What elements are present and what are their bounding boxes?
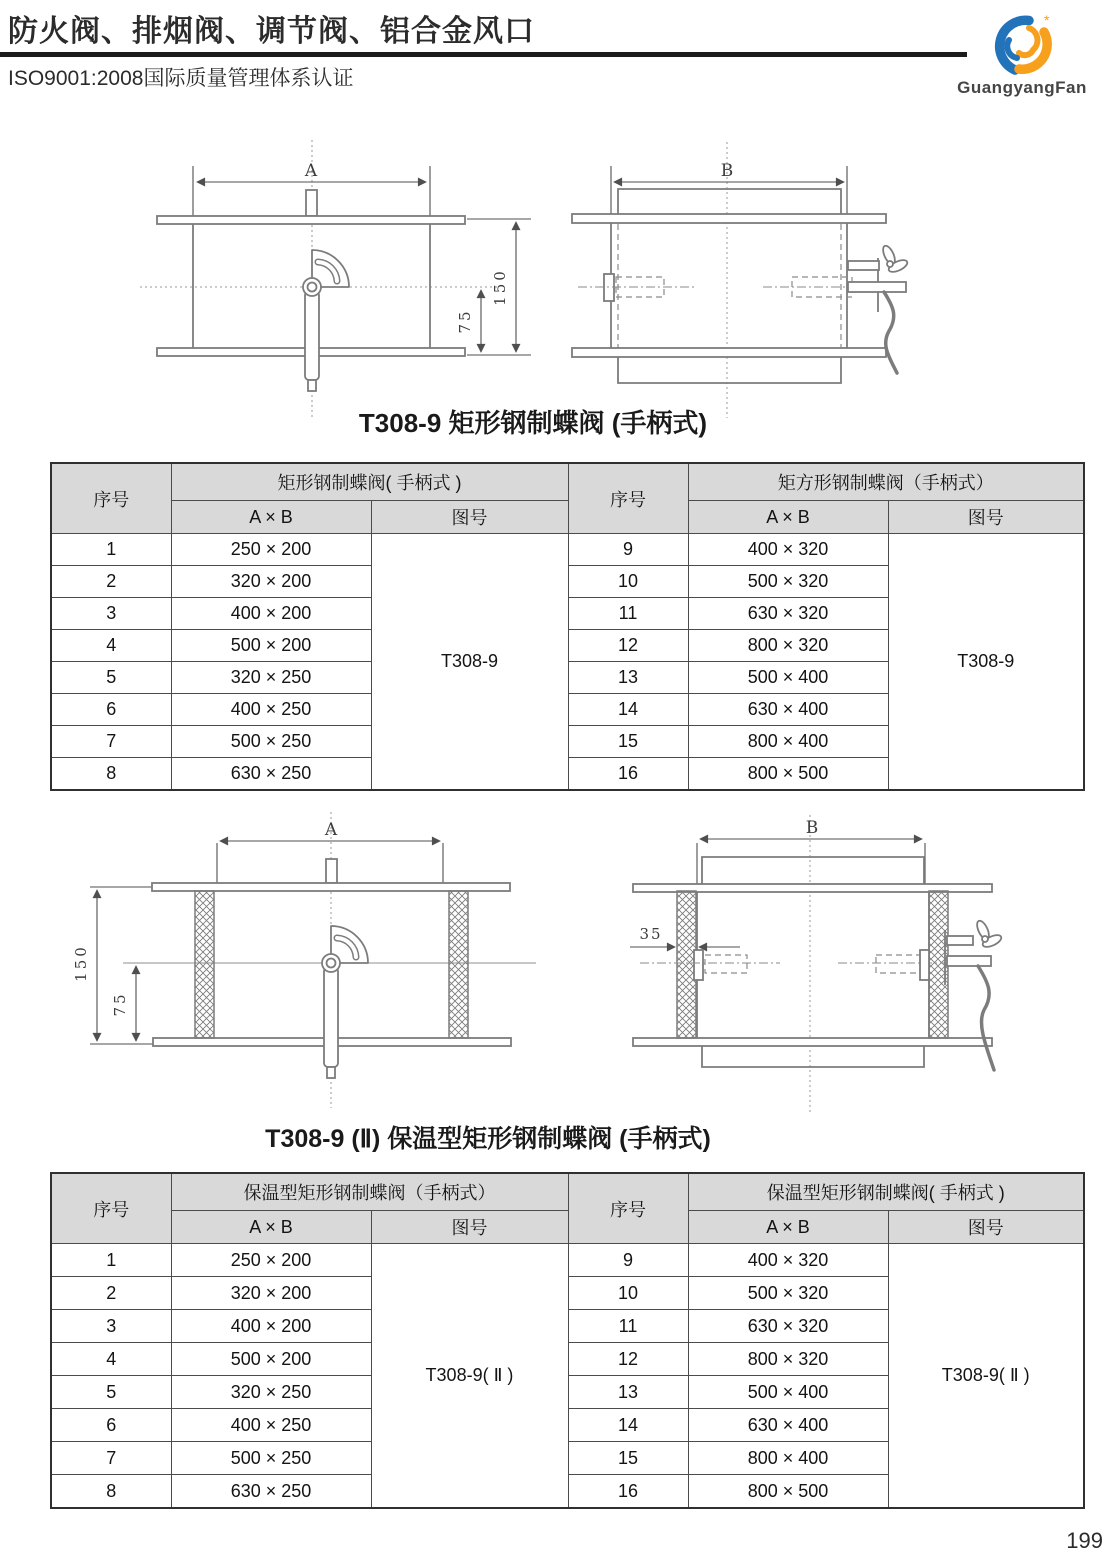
cell-no: 6	[51, 694, 171, 726]
group-header-left: 矩形钢制蝶阀( 手柄式 )	[171, 463, 568, 501]
cell-no: 9	[568, 1244, 688, 1277]
cell-no: 6	[51, 1409, 171, 1442]
cell-ab: 400 × 320	[688, 1244, 888, 1277]
col-header-no: 序号	[51, 1173, 171, 1244]
cell-ab: 630 × 320	[688, 598, 888, 630]
cell-no: 10	[568, 1277, 688, 1310]
cell-no: 4	[51, 1343, 171, 1376]
cell-no: 1	[51, 1244, 171, 1277]
cell-no: 13	[568, 1376, 688, 1409]
cell-no: 2	[51, 566, 171, 598]
cell-ab: 500 × 200	[171, 630, 371, 662]
cell-no: 1	[51, 534, 171, 566]
col-header-no: 序号	[568, 463, 688, 534]
cell-ab: 800 × 500	[688, 1475, 888, 1509]
cell-ab: 500 × 250	[171, 1442, 371, 1475]
cell-ab: 500 × 400	[688, 662, 888, 694]
cell-no: 2	[51, 1277, 171, 1310]
valve-front-view	[140, 140, 531, 418]
cell-no: 12	[568, 630, 688, 662]
cell-no: 14	[568, 1409, 688, 1442]
cell-ab: 630 × 320	[688, 1310, 888, 1343]
cell-ab: 630 × 400	[688, 1409, 888, 1442]
cell-no: 4	[51, 630, 171, 662]
dim-label-75: 75	[111, 991, 129, 1017]
cell-ab: 500 × 320	[688, 1277, 888, 1310]
col-header-ab: A × B	[688, 501, 888, 534]
cell-no: 16	[568, 1475, 688, 1509]
cell-no: 3	[51, 598, 171, 630]
cell-ab: 800 × 400	[688, 1442, 888, 1475]
insulation-hatch	[195, 891, 214, 1038]
dim-label-b: B	[805, 818, 819, 838]
page-title: 防火阀、排烟阀、调节阀、铝合金风口	[8, 15, 535, 48]
cell-ab: 400 × 250	[171, 694, 371, 726]
cell-fig-no: T308-9( Ⅱ )	[371, 1244, 568, 1509]
figure2-caption: T308-9 (Ⅱ) 保温型矩形钢制蝶阀 (手柄式)	[265, 1125, 711, 1153]
figure2-insulated-valve-drawing	[0, 808, 1119, 1120]
cell-ab: 630 × 400	[688, 694, 888, 726]
cell-ab: 400 × 200	[171, 598, 371, 630]
cell-ab: 800 × 500	[688, 758, 888, 791]
col-header-fig: 图号	[371, 1211, 568, 1244]
cell-ab: 500 × 400	[688, 1376, 888, 1409]
cell-no: 7	[51, 1442, 171, 1475]
insulated-valve-side-view	[630, 815, 1003, 1115]
valve-side-view	[572, 142, 909, 418]
cell-no: 7	[51, 726, 171, 758]
dim-label-150: 150	[72, 944, 90, 982]
col-header-fig: 图号	[371, 501, 568, 534]
logo-star-icon: *	[1044, 12, 1050, 28]
col-header-fig: 图号	[888, 1211, 1084, 1244]
cell-ab: 400 × 320	[688, 534, 888, 566]
dim-label-b: B	[720, 161, 734, 181]
spec-table-insulated	[50, 1172, 1085, 1509]
dim-label-a: A	[324, 820, 338, 840]
page-number: 199	[1066, 1528, 1103, 1553]
cell-fig-no: T308-9( Ⅱ )	[888, 1244, 1084, 1509]
cell-no: 3	[51, 1310, 171, 1343]
cell-no: 13	[568, 662, 688, 694]
iso-certification-text: ISO9001:2008国际质量管理体系认证	[8, 67, 354, 90]
logo-swirl-icon	[989, 12, 1055, 80]
group-header-right: 矩方形钢制蝶阀（手柄式）	[688, 463, 1084, 501]
cell-ab: 630 × 250	[171, 1475, 371, 1509]
cell-no: 5	[51, 1376, 171, 1409]
logo-text: GuangyangFan	[957, 78, 1087, 97]
title-underline	[0, 52, 967, 57]
col-header-fig: 图号	[888, 501, 1084, 534]
group-header-left: 保温型矩形钢制蝶阀（手柄式）	[171, 1173, 568, 1211]
cell-no: 11	[568, 598, 688, 630]
col-header-ab: A × B	[688, 1211, 888, 1244]
cell-ab: 800 × 320	[688, 630, 888, 662]
insulation-hatch	[449, 891, 468, 1038]
figure1-valve-drawing	[0, 135, 1119, 425]
cell-fig-no: T308-9	[371, 534, 568, 791]
col-header-ab: A × B	[171, 501, 371, 534]
cell-ab: 320 × 250	[171, 1376, 371, 1409]
col-header-no: 序号	[568, 1173, 688, 1244]
cell-ab: 630 × 250	[171, 758, 371, 791]
cell-no: 8	[51, 758, 171, 791]
dim-label-a: A	[304, 161, 318, 181]
cell-no: 9	[568, 534, 688, 566]
handle-wing-nut	[945, 919, 1003, 1070]
cell-no: 8	[51, 1475, 171, 1509]
insulated-valve-front-view	[72, 812, 536, 1108]
col-header-no: 序号	[51, 463, 171, 534]
cell-ab: 800 × 320	[688, 1343, 888, 1376]
cell-no: 15	[568, 726, 688, 758]
cell-no: 10	[568, 566, 688, 598]
dim-label-150: 150	[491, 268, 509, 306]
cell-ab: 400 × 200	[171, 1310, 371, 1343]
cell-ab: 320 × 250	[171, 662, 371, 694]
cell-ab: 320 × 200	[171, 566, 371, 598]
spec-table-standard	[50, 462, 1085, 791]
cell-no: 5	[51, 662, 171, 694]
dim-label-75: 75	[456, 308, 474, 334]
cell-ab: 500 × 200	[171, 1343, 371, 1376]
cell-no: 12	[568, 1343, 688, 1376]
cell-no: 14	[568, 694, 688, 726]
cell-ab: 500 × 250	[171, 726, 371, 758]
cell-ab: 500 × 320	[688, 566, 888, 598]
cell-fig-no: T308-9	[888, 534, 1084, 791]
group-header-right: 保温型矩形钢制蝶阀( 手柄式 )	[688, 1173, 1084, 1211]
cell-ab: 400 × 250	[171, 1409, 371, 1442]
cell-no: 16	[568, 758, 688, 791]
table-row	[51, 534, 1084, 566]
figure1-caption: T308-9 矩形钢制蝶阀 (手柄式)	[358, 408, 708, 438]
cell-ab: 250 × 200	[171, 534, 371, 566]
table-row	[51, 1244, 1084, 1277]
cell-ab: 250 × 200	[171, 1244, 371, 1277]
cell-ab: 320 × 200	[171, 1277, 371, 1310]
company-logo	[947, 12, 1097, 98]
col-header-ab: A × B	[171, 1211, 371, 1244]
cell-ab: 800 × 400	[688, 726, 888, 758]
cell-no: 15	[568, 1442, 688, 1475]
dim-label-35: 35	[639, 925, 663, 943]
cell-no: 11	[568, 1310, 688, 1343]
